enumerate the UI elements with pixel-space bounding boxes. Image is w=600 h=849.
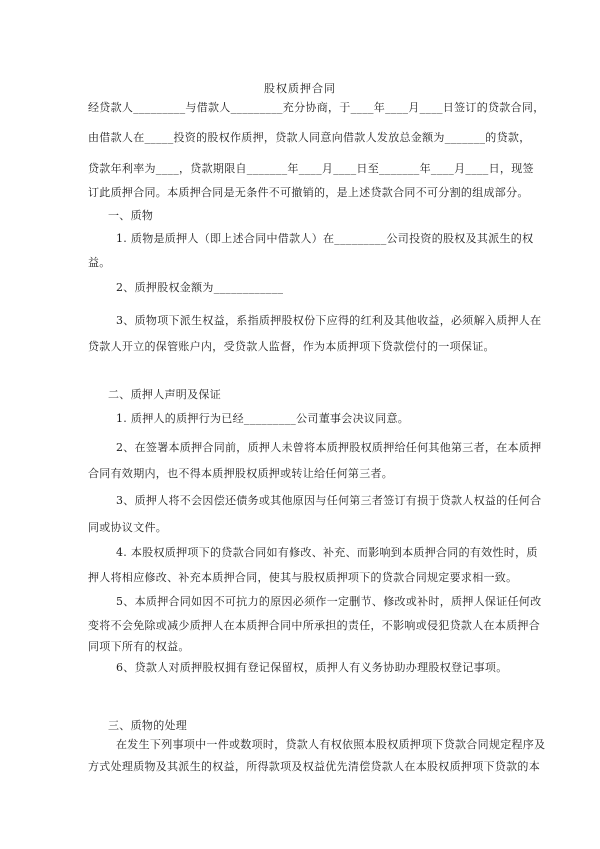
body-line: 6、贷款人对质押股权拥有登记保留权，质押人有义务协助办理股权登记事项。 bbox=[116, 661, 508, 674]
body-line: 经贷款人_________与借款人_________充分协商，于____年____月____日签订的贷款合同， bbox=[88, 101, 545, 114]
body-line: 押人将相应修改、补充本质押合同，使其与股权质押项下的贷款合同规定要求相一致。 bbox=[88, 571, 518, 584]
body-line: 1. 质物是质押人（即上述合同中借款人）在_________公司投资的股权及其派生的权 bbox=[116, 232, 534, 245]
body-line: 4. 本股权质押项下的贷款合同如有修改、补充、而影响到本质押合同的有效性时，质 bbox=[116, 546, 538, 559]
body-line: 3、质押人将不会因偿还债务或其他原因与任何第三者签订有损于贷款人权益的任何合 bbox=[116, 494, 542, 507]
section-heading: 三、质物的处理 bbox=[108, 719, 188, 732]
body-line: 2、在签署本质押合同前，质押人未曾将本质押股权质押给任何其他第三者，在本质押 bbox=[116, 441, 542, 454]
body-line: 同项下所有的权益。 bbox=[88, 640, 190, 653]
section-heading: 一、质物 bbox=[108, 209, 154, 222]
body-line: 5、本质押合同如因不可抗力的原因必须作一定删节、修改或补时，质押人保证任何改 bbox=[116, 595, 542, 608]
body-line: 2、质押股权金额为____________ bbox=[116, 281, 284, 294]
body-line: 订此质押合同。本质押合同是无条件不可撤销的，是上述贷款合同不可分割的组成部分。 bbox=[88, 186, 529, 199]
body-line: 贷款人开立的保管账户内，受贷款人监督，作为本质押项下贷款偿付的一项保证。 bbox=[88, 340, 495, 353]
body-line: 合同有效期内，也不得本质押股权质押或转让给任何第三者。 bbox=[88, 467, 394, 480]
document-title: 股权质押合同 bbox=[264, 82, 336, 95]
section-heading: 二、质押人声明及保证 bbox=[108, 388, 221, 401]
body-line: 3、质物项下派生权益，系指质押股权份下应得的红利及其他收益，必须解入质押人在 bbox=[116, 314, 542, 327]
body-line: 方式处理质物及其派生的权益，所得款项及权益优先清偿贷款人在本股权质押项下贷款的本 bbox=[88, 760, 540, 773]
body-line: 贷款年利率为____，贷款期限自_______年____月____日至_______年____月____日，现签 bbox=[88, 162, 534, 175]
body-line: 变将不会免除或减少质押人在本质押合同中所承担的责任，不影响或侵犯贷款人在本质押合 bbox=[88, 619, 540, 632]
body-line: 在发生下列事项中一件或数项时，贷款人有权依照本股权质押项下贷款合同规定程序及 bbox=[116, 738, 546, 751]
body-line: 同或协议文件。 bbox=[88, 521, 168, 534]
body-line: 益。 bbox=[88, 256, 111, 269]
body-line: 由借款人在_____投资的股权作质押，贷款人同意向借款人发放总金额为_______的贷款， bbox=[88, 131, 531, 144]
body-line: 1. 质押人的质押行为已经_________公司董事会决议同意。 bbox=[116, 412, 410, 425]
